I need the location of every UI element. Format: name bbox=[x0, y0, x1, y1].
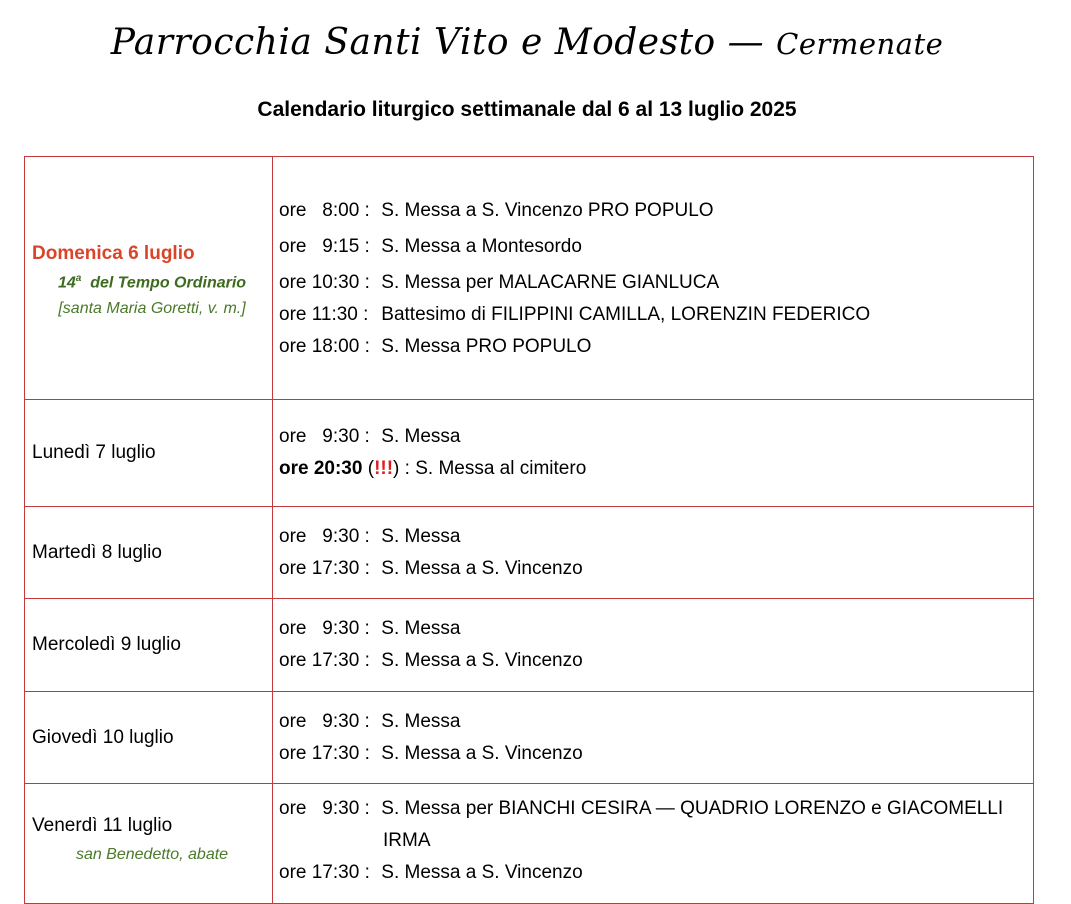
service-text: S. Messa per BIANCHI CESIRA — QUADRIO LORENZO e GIACOMELLI bbox=[376, 798, 1004, 819]
service-time: ore 17:30 : bbox=[279, 650, 370, 671]
service-line bbox=[279, 553, 1033, 585]
saint-of-day: [santa Maria Goretti, v. m.] bbox=[58, 300, 246, 318]
service-line bbox=[279, 521, 1033, 553]
service-text: S. Messa bbox=[376, 525, 461, 547]
day-cell bbox=[25, 599, 273, 692]
alert-marker: !!! bbox=[374, 458, 394, 479]
service-text-continued: IRMA bbox=[383, 830, 431, 851]
service-time: ore 17:30 : bbox=[279, 862, 370, 883]
service-text: S. Messa bbox=[376, 618, 461, 639]
alert-open: ( bbox=[362, 458, 375, 479]
liturgical-week-label: del Tempo Ordinario bbox=[81, 274, 247, 292]
liturgical-week-number: 14 bbox=[57, 274, 76, 292]
service-time: ore 11:30 : bbox=[279, 304, 369, 325]
service-line bbox=[279, 453, 1033, 485]
service-line bbox=[279, 299, 1033, 331]
table-row bbox=[25, 784, 1034, 904]
table-row bbox=[25, 400, 1034, 507]
table-row bbox=[25, 692, 1034, 784]
services-cell bbox=[273, 400, 1034, 507]
service-line bbox=[279, 331, 1033, 363]
service-line bbox=[279, 195, 1033, 227]
day-name: Mercoledì 9 luglio bbox=[32, 634, 181, 655]
service-text: S. Messa a S. Vincenzo PRO POPULO bbox=[376, 200, 714, 221]
week-title: Calendario liturgico settimanale dal 6 al 13 luglio 2025 bbox=[257, 98, 797, 121]
day-cell bbox=[25, 692, 273, 784]
saint-of-day: san Benedetto, abate bbox=[75, 846, 229, 863]
service-text: S. Messa bbox=[376, 426, 461, 447]
service-line bbox=[279, 738, 1033, 770]
day-cell bbox=[25, 507, 273, 599]
services-cell bbox=[273, 692, 1034, 784]
service-line bbox=[279, 421, 1033, 453]
service-line bbox=[279, 857, 1033, 889]
service-time: ore 9:30 : bbox=[279, 618, 370, 639]
liturgical-week bbox=[32, 266, 272, 296]
service-text: S. Messa PRO POPULO bbox=[376, 336, 592, 357]
service-text: S. Messa a S. Vincenzo bbox=[376, 650, 583, 671]
service-time: ore 18:00 : bbox=[279, 336, 370, 357]
services-cell bbox=[273, 157, 1034, 400]
day-name: Martedì 8 luglio bbox=[32, 541, 162, 563]
day-name: Domenica 6 luglio bbox=[32, 242, 195, 264]
service-line bbox=[279, 267, 1033, 299]
ordinal-suffix: a bbox=[75, 272, 82, 284]
service-text: S. Messa al cimitero bbox=[409, 458, 587, 479]
service-line bbox=[279, 231, 1033, 263]
service-text: S. Messa a S. Vincenzo bbox=[376, 862, 583, 883]
service-time: ore 9:15 : bbox=[279, 236, 370, 257]
services-cell bbox=[273, 507, 1034, 599]
service-time: ore 17:30 : bbox=[279, 742, 370, 764]
service-text: S. Messa a S. Vincenzo bbox=[376, 742, 583, 764]
title-separator: — bbox=[715, 22, 777, 63]
service-time: ore 20:30 bbox=[279, 458, 363, 479]
service-text: Battesimo di FILIPPINI CAMILLA, LORENZIN FEDERICO bbox=[376, 304, 871, 325]
alert-close: ) : bbox=[393, 458, 410, 479]
table-row bbox=[25, 507, 1034, 599]
service-line bbox=[279, 793, 1033, 857]
service-time: ore 8:00 : bbox=[279, 200, 370, 221]
service-time: ore 9:30 : bbox=[279, 426, 370, 447]
table-row bbox=[25, 157, 1034, 400]
service-line bbox=[279, 706, 1033, 738]
schedule-table bbox=[24, 156, 1034, 904]
service-text: S. Messa a S. Vincenzo bbox=[376, 557, 583, 579]
day-name: Lunedì 7 luglio bbox=[32, 442, 156, 463]
services-cell bbox=[273, 599, 1034, 692]
services-cell bbox=[273, 784, 1034, 904]
service-time: ore 9:30 : bbox=[279, 798, 370, 819]
service-line bbox=[279, 613, 1033, 645]
service-time: ore 9:30 : bbox=[279, 525, 370, 547]
service-text: S. Messa a Montesordo bbox=[376, 236, 582, 257]
parish-title bbox=[0, 22, 1054, 63]
service-text: S. Messa bbox=[376, 710, 461, 732]
day-cell bbox=[25, 784, 273, 904]
service-time: ore 9:30 : bbox=[279, 710, 370, 732]
service-line bbox=[279, 645, 1033, 677]
table-row bbox=[25, 599, 1034, 692]
day-name: Venerdì 11 luglio bbox=[32, 815, 173, 836]
town-name: Cermenate bbox=[776, 27, 944, 61]
day-cell bbox=[25, 400, 273, 507]
service-time: ore 10:30 : bbox=[279, 272, 370, 293]
parish-name: Parrocchia Santi Vito e Modesto bbox=[110, 22, 716, 63]
day-name: Giovedì 10 luglio bbox=[32, 726, 174, 748]
day-cell bbox=[25, 157, 273, 400]
service-text: S. Messa per MALACARNE GIANLUCA bbox=[376, 272, 720, 293]
service-time: ore 17:30 : bbox=[279, 557, 370, 579]
